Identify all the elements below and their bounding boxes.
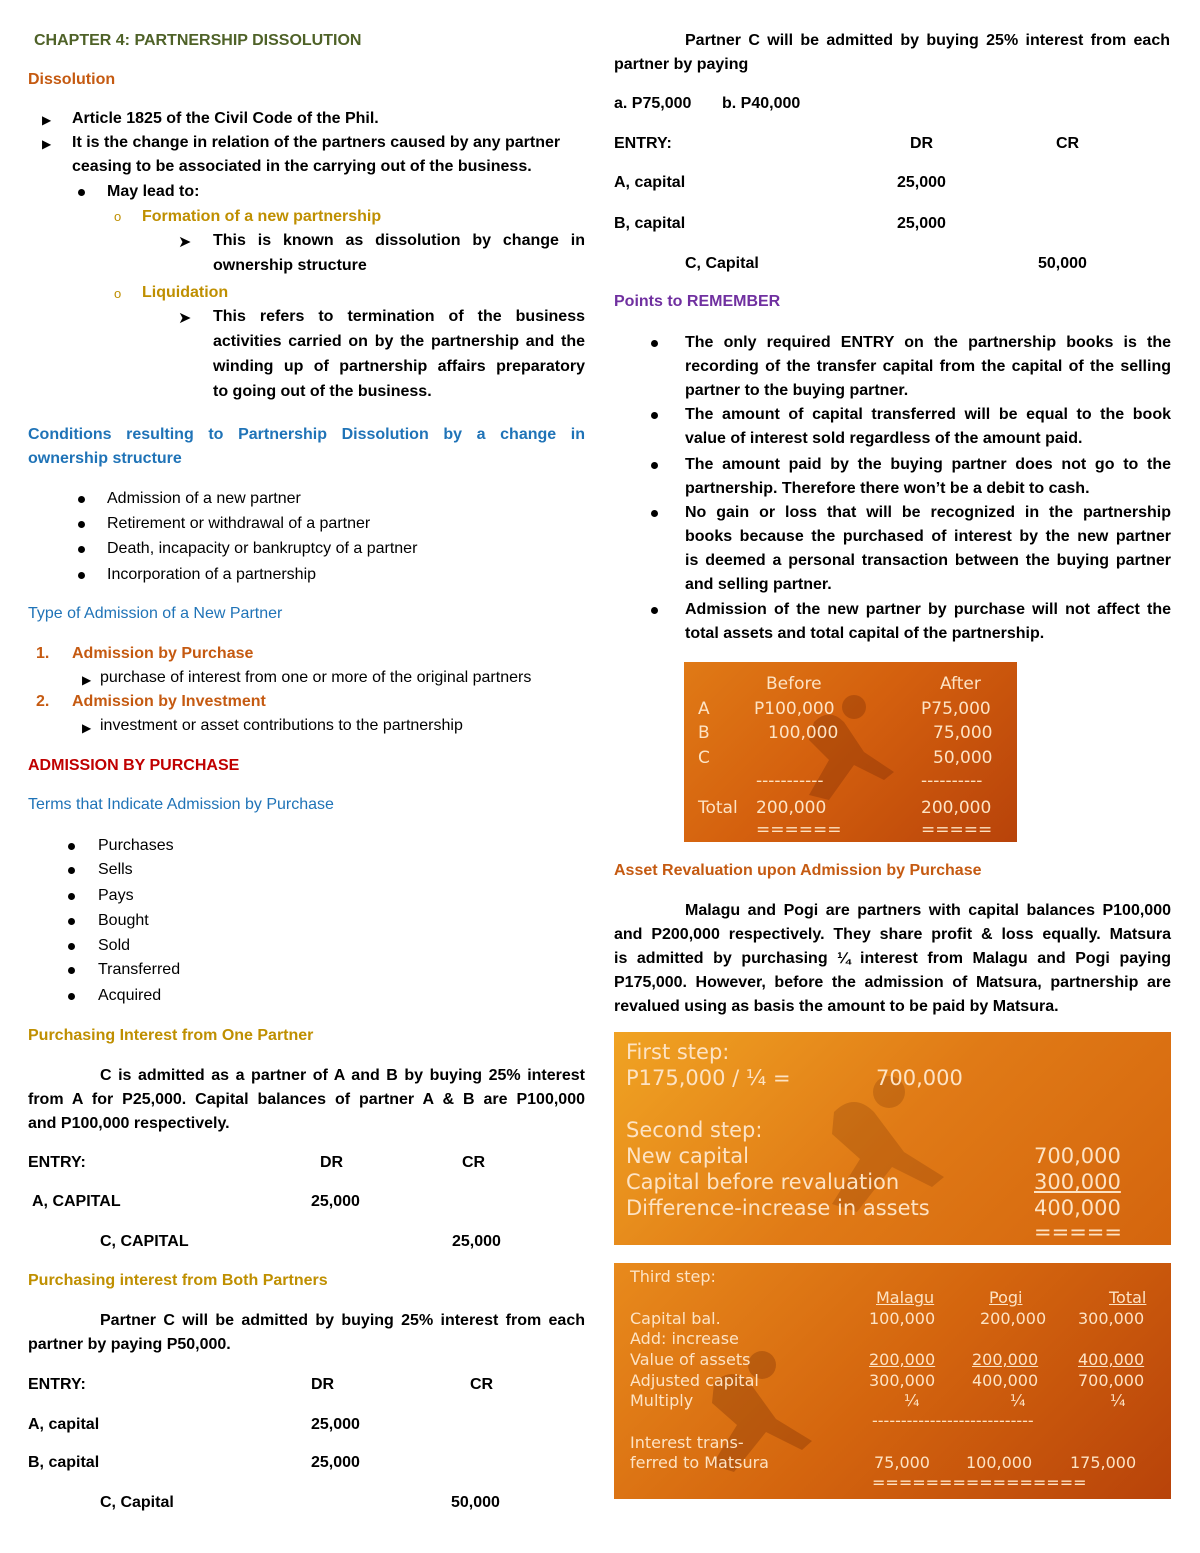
terms-heading: Terms that Indicate Admission by Purchase	[28, 796, 334, 813]
one-partner-text-1: C is admitted as a partner of A and B by buying 25% interest	[100, 1067, 585, 1084]
points-to-remember-heading: Points to REMEMBER	[614, 293, 781, 310]
revaluation-text: P175,000. However, before the admission of Matsura, partnership are	[614, 974, 1171, 991]
total-header: Total	[1109, 1288, 1147, 1307]
arrow-bullet-icon: ▶	[42, 113, 52, 127]
admission-by-investment-item: Admission by Investment	[72, 693, 266, 710]
entry-amount: 25,000	[311, 1416, 360, 1433]
entry-account: B, capital	[614, 215, 686, 232]
dot-bullet-icon	[68, 993, 75, 1000]
term-item: Purchases	[98, 837, 174, 854]
difference-value: 400,000	[1034, 1196, 1121, 1220]
circle-bullet-icon: o	[114, 209, 122, 224]
dot-bullet-icon	[78, 521, 85, 528]
entry-label: ENTRY:	[28, 1154, 86, 1171]
separator: =====	[1034, 1220, 1122, 1244]
dot-bullet-icon	[651, 340, 658, 347]
interest-label-1: Interest trans-	[630, 1433, 744, 1452]
dot-bullet-icon	[68, 893, 75, 900]
third-step-label: Third step:	[630, 1267, 716, 1286]
dot-bullet-icon	[651, 412, 658, 419]
admission-by-purchase-heading: ADMISSION BY PURCHASE	[28, 757, 240, 774]
circle-bullet-icon: o	[114, 286, 122, 301]
capital-bal-label: Capital bal.	[630, 1309, 721, 1328]
dot-bullet-icon	[651, 607, 658, 614]
dot-bullet-icon	[78, 546, 85, 553]
before-header: Before	[766, 674, 822, 694]
adjusted-capital-label: Adjusted capital	[630, 1371, 759, 1390]
after-header: After	[940, 674, 981, 694]
dot-bullet-icon	[78, 189, 85, 196]
multiply-label: Multiply	[630, 1391, 694, 1410]
value-cell: 100,000	[869, 1309, 936, 1328]
term-item: Bought	[98, 912, 149, 929]
condition-item: Admission of a new partner	[107, 490, 301, 507]
entry-amount: 25,000	[452, 1233, 501, 1250]
remember-line: books because the purchased of interest by the new partner	[685, 528, 1171, 545]
type1-desc: purchase of interest from one or more of the original partners	[100, 669, 532, 686]
value-cell: 200,000	[980, 1309, 1047, 1328]
value-cell: 75,000	[874, 1453, 930, 1472]
arrowhead-bullet-icon: ➤	[178, 310, 192, 327]
entry-label: ENTRY:	[28, 1376, 86, 1393]
entry-amount: 50,000	[1038, 255, 1087, 272]
value-cell: 200,000	[756, 798, 827, 818]
entry-amount: 25,000	[897, 215, 946, 232]
malagu-header: Malagu	[876, 1288, 935, 1307]
dr-label: DR	[910, 135, 934, 152]
separator: ----------	[921, 771, 983, 791]
both-partners-heading: Purchasing interest from Both Partners	[28, 1272, 328, 1289]
condition-item: Retirement or withdrawal of a partner	[107, 515, 371, 532]
type-number: 1.	[36, 645, 50, 662]
condition-item: Incorporation of a partnership	[107, 566, 317, 583]
remember-line: partner to the buying partner.	[685, 382, 909, 399]
value-cell: 700,000	[1078, 1371, 1145, 1390]
partner-label: C	[698, 748, 710, 768]
entry-amount: 25,000	[311, 1193, 360, 1210]
liquidation-desc-3: winding up of partnership affairs preparatory	[213, 358, 585, 375]
first-second-step-panel	[614, 1032, 1171, 1245]
value-cell: 200,000	[869, 1350, 936, 1369]
value-assets-label: Value of assets	[630, 1350, 751, 1369]
revaluation-text: Malagu and Pogi are partners with capital balances P100,000	[685, 902, 1171, 919]
remember-line: total assets and total capital of the partnership.	[685, 625, 1045, 642]
term-item: Transferred	[98, 961, 181, 978]
value-cell: ¼	[1110, 1391, 1126, 1410]
definition-line-1: It is the change in relation of the partners caused by any partner	[72, 134, 561, 151]
value-cell: 300,000	[869, 1371, 936, 1390]
before-after-panel	[684, 662, 1017, 842]
separator: ----------------------------	[872, 1411, 1034, 1430]
dissolution-heading: Dissolution	[28, 71, 116, 88]
term-item: Pays	[98, 887, 134, 904]
cr-label: CR	[462, 1154, 486, 1171]
entry-label: ENTRY:	[614, 135, 672, 152]
entry-account: A, capital	[28, 1416, 100, 1433]
entry-amount: 25,000	[311, 1454, 360, 1471]
term-item: Sold	[98, 937, 131, 954]
remember-line: No gain or loss that will be recognized in the partnership	[685, 504, 1171, 521]
value-cell: P100,000	[754, 699, 835, 719]
type2-desc: investment or asset contributions to the partnership	[100, 717, 463, 734]
remember-line: The amount paid by the buying partner does not go to the	[685, 456, 1171, 473]
value-cell: 75,000	[933, 723, 993, 743]
liquidation-item: Liquidation	[142, 284, 229, 301]
capital-before-label: Capital before revaluation	[626, 1170, 900, 1194]
partner-label: A	[698, 699, 710, 719]
option-b: b. P40,000	[722, 95, 801, 112]
option-a: a. P75,000	[614, 95, 692, 112]
third-step-panel	[614, 1263, 1171, 1499]
value-cell: 200,000	[921, 798, 992, 818]
entry-account: B, capital	[28, 1454, 100, 1471]
value-cell: 200,000	[972, 1350, 1039, 1369]
first-step-calc: P175,000 / ¼ =	[626, 1066, 791, 1090]
dot-bullet-icon	[68, 967, 75, 974]
remember-line: The amount of capital transferred will be equal to the book	[685, 406, 1171, 423]
revaluation-text: revalued using as basis the amount to be paid by Matsura.	[614, 998, 1059, 1015]
value-cell: 50,000	[933, 748, 993, 768]
arrow-bullet-icon: ▶	[82, 721, 92, 735]
entry-amount: 25,000	[897, 174, 946, 191]
capital-before-value: 300,000	[1034, 1170, 1121, 1194]
second-step-label: Second step:	[626, 1118, 763, 1142]
remember-line: partnership. Therefore there won’t be a debit to cash.	[685, 480, 1090, 497]
partner-label: B	[698, 723, 710, 743]
both-partners-text-1: Partner C will be admitted by buying 25% interest from each	[100, 1312, 585, 1329]
new-capital-value: 700,000	[1034, 1144, 1121, 1168]
remember-line: The only required ENTRY on the partnership books is the	[685, 334, 1171, 351]
condition-item: Death, incapacity or bankruptcy of a partner	[107, 540, 418, 557]
may-lead-to: May lead to:	[107, 183, 200, 200]
formation-desc-1: This is known as dissolution by change in	[213, 232, 585, 249]
admission-by-purchase-item: Admission by Purchase	[72, 645, 254, 662]
value-cell: 100,000	[966, 1453, 1033, 1472]
remember-line: and selling partner.	[685, 576, 832, 593]
arrowhead-bullet-icon: ➤	[178, 234, 192, 251]
entry-account: C, CAPITAL	[100, 1233, 189, 1250]
value-cell: 100,000	[768, 723, 839, 743]
value-cell: 175,000	[1070, 1453, 1137, 1472]
dot-bullet-icon	[651, 462, 658, 469]
liquidation-desc-2: activities carried on by the partnership and the	[213, 333, 585, 350]
remember-line: is deemed a personal transaction between the buying partner	[685, 552, 1171, 569]
dot-bullet-icon	[78, 496, 85, 503]
term-item: Sells	[98, 861, 133, 878]
dot-bullet-icon	[78, 572, 85, 579]
separator: ================	[872, 1473, 1087, 1492]
liquidation-desc-1: This refers to termination of the business	[213, 308, 585, 325]
dot-bullet-icon	[68, 918, 75, 925]
formation-item: Formation of a new partnership	[142, 208, 382, 225]
cr-label: CR	[470, 1376, 494, 1393]
type-heading: Type of Admission of a New Partner	[28, 605, 283, 622]
separator: =====	[921, 820, 993, 840]
chapter-title: CHAPTER 4: PARTNERSHIP DISSOLUTION	[34, 32, 362, 49]
dot-bullet-icon	[651, 510, 658, 517]
dot-bullet-icon	[68, 867, 75, 874]
difference-label: Difference-increase in assets	[626, 1196, 930, 1220]
new-capital-label: New capital	[626, 1144, 749, 1168]
arrow-bullet-icon: ▶	[82, 673, 92, 687]
add-increase-label: Add: increase	[630, 1329, 739, 1348]
first-step-value: 700,000	[876, 1066, 963, 1090]
definition-line-2: ceasing to be associated in the carrying out of the business.	[72, 158, 532, 175]
dot-bullet-icon	[68, 943, 75, 950]
article-line: Article 1825 of the Civil Code of the Phil.	[72, 110, 379, 127]
separator: ======	[756, 820, 842, 840]
value-cell: 400,000	[1078, 1350, 1145, 1369]
dr-label: DR	[320, 1154, 344, 1171]
entry-amount: 50,000	[451, 1494, 500, 1511]
value-cell: 400,000	[972, 1371, 1039, 1390]
cr-label: CR	[1056, 135, 1080, 152]
dr-label: DR	[311, 1376, 335, 1393]
arrow-bullet-icon: ▶	[42, 137, 52, 151]
entry-account: C, Capital	[100, 1494, 174, 1511]
interest-label-2: ferred to Matsura	[630, 1453, 769, 1472]
remember-line: recording of the transfer capital from the capital of the selling	[685, 358, 1171, 375]
one-partner-heading: Purchasing Interest from One Partner	[28, 1027, 314, 1044]
value-cell: 300,000	[1078, 1309, 1145, 1328]
dot-bullet-icon	[68, 843, 75, 850]
entry-account: C, Capital	[685, 255, 759, 272]
example-text-2: partner by paying	[614, 56, 749, 73]
type-number: 2.	[36, 693, 50, 710]
first-step-label: First step:	[626, 1040, 730, 1064]
one-partner-text-2: from A for P25,000. Capital balances of partner A & B are P100,000	[28, 1091, 585, 1108]
conditions-heading-1: Conditions resulting to Partnership Dissolution by a change in	[28, 426, 585, 443]
value-cell: ¼	[904, 1391, 920, 1410]
remember-line: Admission of the new partner by purchase will not affect the	[685, 601, 1171, 618]
entry-account: A, capital	[614, 174, 686, 191]
value-cell: P75,000	[921, 699, 991, 719]
conditions-heading-2: ownership structure	[28, 450, 182, 467]
value-cell: ¼	[1010, 1391, 1026, 1410]
formation-desc-2: ownership structure	[213, 257, 367, 274]
example-text-1: Partner C will be admitted by buying 25% interest from each	[685, 32, 1170, 49]
term-item: Acquired	[98, 987, 162, 1004]
asset-revaluation-heading: Asset Revaluation upon Admission by Purchase	[614, 862, 982, 879]
remember-line: value of interest sold regardless of the amount paid.	[685, 430, 1083, 447]
pogi-header: Pogi	[989, 1288, 1023, 1307]
both-partners-text-2: partner by paying P50,000.	[28, 1336, 231, 1353]
total-label: Total	[698, 798, 738, 818]
revaluation-text: and P200,000 respectively. They share profit & loss equally. Matsura	[614, 926, 1171, 943]
entry-account: A, CAPITAL	[32, 1193, 121, 1210]
revaluation-text: is admitted by purchasing ¼ interest from Malagu and Pogi paying	[614, 950, 1171, 967]
separator: -----------	[756, 771, 824, 791]
one-partner-text-3: and P100,000 respectively.	[28, 1115, 230, 1132]
liquidation-desc-4: to going out of the business.	[213, 383, 432, 400]
